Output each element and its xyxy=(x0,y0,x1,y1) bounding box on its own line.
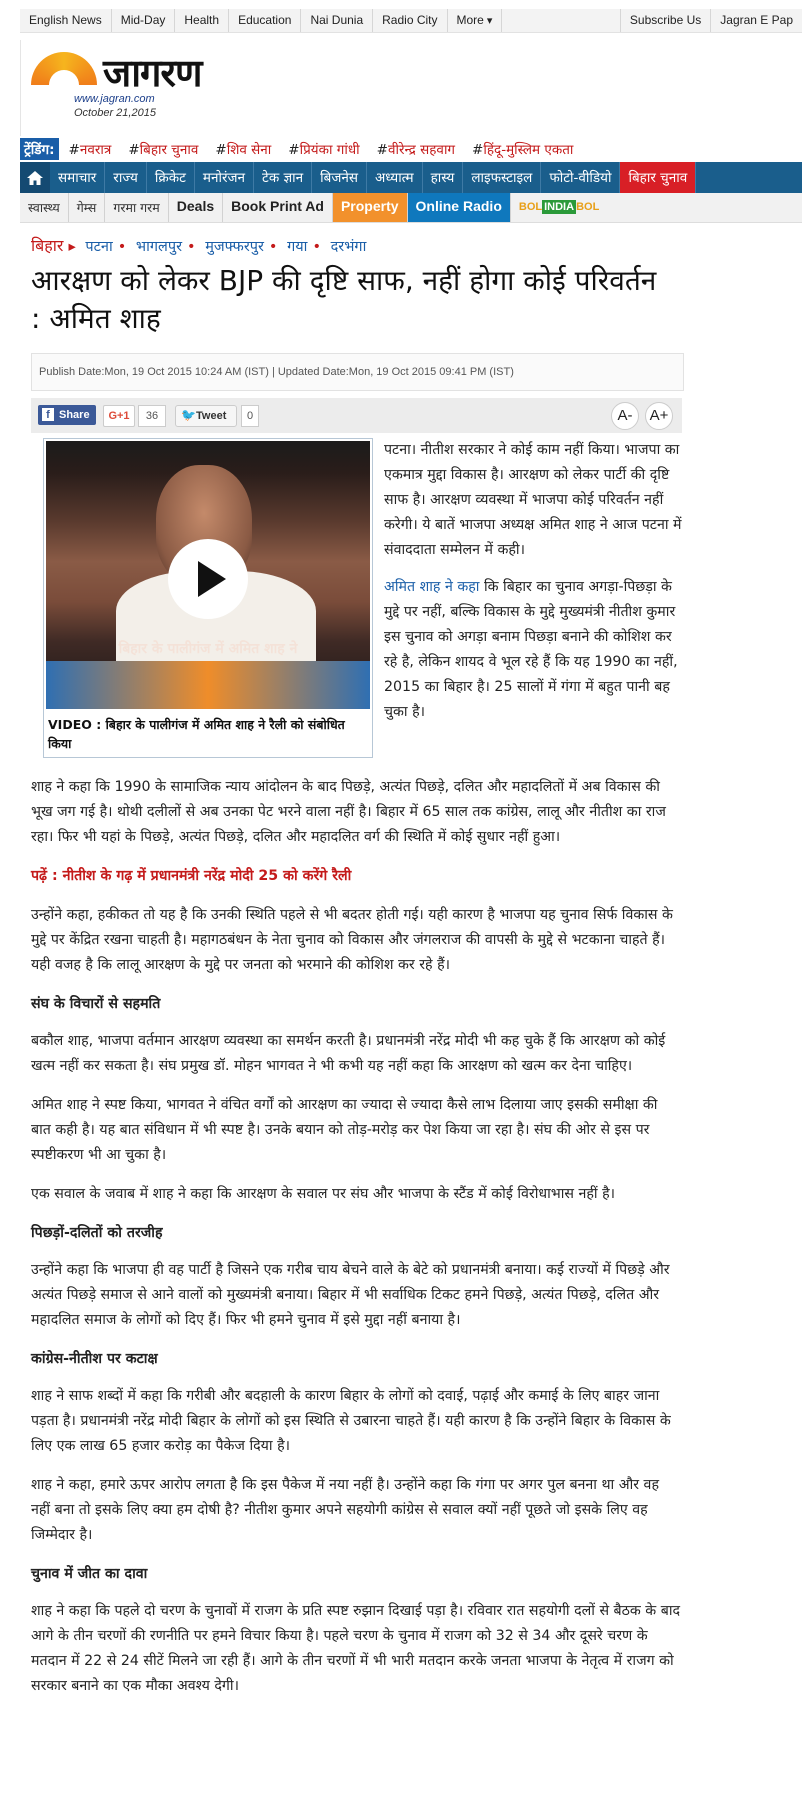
article-intro xyxy=(384,438,684,737)
bullet-icon: • xyxy=(187,239,196,255)
toplink-health[interactable]: Health xyxy=(175,9,229,32)
publish-dates: Publish Date:Mon, 19 Oct 2015 10:24 AM (IST) | Updated Date:Mon, 19 Oct 2015 09:41 PM (IST) xyxy=(39,366,514,378)
nav-item-manoranjan[interactable]: मनोरंजन xyxy=(195,162,254,193)
bol-india-bol-logo[interactable] xyxy=(511,193,607,222)
facebook-icon: f xyxy=(42,408,54,421)
bullet-icon: • xyxy=(117,239,127,255)
tweet-button[interactable] xyxy=(175,405,237,427)
home-icon[interactable] xyxy=(20,162,50,193)
breadcrumb-city[interactable]: गया xyxy=(287,239,308,255)
section-heading: कांग्रेस-नीतीश पर कटाक्ष xyxy=(31,1351,158,1367)
nav-item-business[interactable]: बिजनेस xyxy=(312,162,367,193)
nav-item-adhyatm[interactable]: अध्यात्म xyxy=(367,162,423,193)
twitter-icon: 🐦 xyxy=(181,408,196,422)
top-bar xyxy=(0,0,802,40)
breadcrumb-state[interactable]: बिहार xyxy=(31,236,64,255)
section-heading: चुनाव में जीत का दावा xyxy=(31,1566,148,1582)
publish-meta xyxy=(31,353,684,391)
intro-paragraph-2 xyxy=(384,575,684,725)
trending-item[interactable] xyxy=(377,140,455,158)
jagran-logo-sun-icon[interactable] xyxy=(31,52,97,85)
trending-item-label: हिंदू-मुस्लिम एकता xyxy=(483,142,574,158)
top-links-strip xyxy=(20,9,802,33)
breadcrumb-city[interactable]: भागलपुर xyxy=(135,239,183,255)
read-also-link[interactable]: नीतीश के गढ़ में प्रधानमंत्री नरेंद्र मोदी 25 को करेंगे रैली xyxy=(62,868,352,884)
trending-label: ट्रेंडिंग: xyxy=(20,138,59,160)
video-title[interactable]: VIDEO : बिहार के पालीगंज में अमित शाह ने रैली को संबोधित किया xyxy=(48,717,345,751)
nav-item-tech[interactable]: टेक ज्ञान xyxy=(254,162,312,193)
intro-paragraph-2-text: कि बिहार का चुनाव अगड़ा-पिछड़ा के मुद्दे पर नहीं, बल्कि विकास के मुद्दे मुख्यमंत्री नीतीश कुमार इस चुनाव को अगड़ा बनाम पिछड़ा बनाने की कोशिश कर रहे है, लेकिन शायद वे भूल रहे हैं कि यह 1990 का नहीं, 2015 का बिहार है। 25 सालों में गंगा में बहुत पानी बह चुका है। xyxy=(384,579,678,720)
hash-icon: # xyxy=(376,142,388,158)
tweet-count: 0 xyxy=(241,405,259,427)
nav-item-bihar-chunav[interactable]: बिहार चुनाव xyxy=(620,162,696,193)
bib-part-b: INDIA xyxy=(544,201,575,213)
nav-item-photo-video[interactable]: फोटो-वीडियो xyxy=(541,162,620,193)
subnav-deals[interactable]: Deals xyxy=(169,193,223,222)
intro-paragraph: पटना। नीतीश सरकार ने कोई काम नहीं किया। भाजपा का एकमात्र मुद्दा विकास है। आरक्षण को लेकर पार्टी की दृष्टि साफ है। आरक्षण व्यवस्था में भाजपा कोई परिवर्तन नहीं करेगी। ये बातें भाजपा अध्यक्ष अमित शाह ने आज पटना में संवाददाता सम्मेलन में कही। xyxy=(384,442,682,558)
jagran-logo-text[interactable]: जागरण xyxy=(103,51,202,95)
chevron-right-icon: ▸ xyxy=(68,239,76,255)
trending-item-label: प्रियंका गांधी xyxy=(299,142,360,158)
play-triangle xyxy=(198,561,226,597)
share-bar xyxy=(31,398,682,433)
breadcrumb xyxy=(31,234,366,256)
article-paragraph: उन्होंने कहा, हकीकत तो यह है कि उनकी स्थिति पहले से भी बदतर होती गई। यही कारण है भाजपा यह चुनाव सिर्फ विकास के मुद्दे पर केंद्रित रखना चाहती है। महागठबंधन के नेता चुनाव को विकास और जंगलराज की वापसी के मुद्दे से भटकाना चाहते हैं। यही वजह है कि लालू आरक्षण के मुद्दे पर जनता को भरमाने की कोशिश कर रहे हैं। xyxy=(31,907,673,973)
subnav-property[interactable]: Property xyxy=(333,193,408,222)
video-overlay-caption: बिहार के पालीगंज में अमित शाह ने xyxy=(118,641,298,657)
toplink-english-news[interactable]: English News xyxy=(20,9,112,32)
hash-icon: # xyxy=(68,142,80,158)
subscribe-link[interactable]: Subscribe Us xyxy=(620,9,710,32)
subnav-item-garma[interactable]: गरमा गरम xyxy=(105,193,168,222)
toplink-mid-day[interactable]: Mid-Day xyxy=(112,9,176,32)
logo-url: www.jagran.com xyxy=(74,93,155,105)
breadcrumb-city[interactable]: पटना xyxy=(85,239,113,255)
hash-icon: # xyxy=(128,142,140,158)
bib-part-c: BOL xyxy=(576,201,600,213)
section-heading: पिछड़ों-दलितों को तरजीह xyxy=(31,1225,163,1241)
article-headline: आरक्षण को लेकर BJP की दृष्टि साफ, नहीं होगा कोई परिवर्तन : अमित शाह xyxy=(31,264,657,335)
trending-item-label: नवरात्र xyxy=(79,142,112,158)
nav-item-cricket[interactable]: क्रिकेट xyxy=(147,162,195,193)
top-right-links xyxy=(620,9,802,32)
trending-item[interactable] xyxy=(128,140,198,158)
bib-part-a: BOL xyxy=(518,201,543,213)
hash-icon: # xyxy=(288,142,300,158)
play-icon[interactable] xyxy=(168,539,248,619)
google-plus-count: 36 xyxy=(138,405,166,427)
trending-item-label: बिहार चुनाव xyxy=(139,142,199,158)
facebook-share-button[interactable] xyxy=(38,405,96,425)
read-also xyxy=(31,864,681,889)
breadcrumb-city[interactable]: मुजफ्फरपुर xyxy=(205,239,264,255)
toplink-education[interactable]: Education xyxy=(229,9,301,32)
toplink-radio-city[interactable]: Radio City xyxy=(373,9,447,32)
tweet-label: Tweet xyxy=(196,410,227,422)
article-body xyxy=(31,775,681,1713)
article-paragraph: एक सवाल के जवाब में शाह ने कहा कि आरक्षण के सवाल पर संघ और भाजपा के स्टैंड में कोई विरोधाभास नहीं है। xyxy=(31,1186,616,1202)
video-card[interactable] xyxy=(43,438,373,758)
bullet-icon: • xyxy=(268,239,278,255)
trending-item[interactable] xyxy=(69,140,112,158)
video-thumbnail[interactable] xyxy=(46,441,370,709)
bullet-icon: • xyxy=(312,239,321,255)
article-paragraph: शाह ने कहा, हमारे ऊपर आरोप लगता है कि इस पैकेज में नया नहीं है। उन्होंने कहा कि गंगा पर अगर पुल बनना था और वह नहीं बना तो इसके लिए क्या हम दोषी है? नीतीश कुमार अपने सहयोगी कांग्रेस से सवाल क्यों नहीं पूछते जो इसके लिए वह जिम्मेदार है। xyxy=(31,1477,659,1543)
breadcrumb-city[interactable]: दरभंगा xyxy=(330,239,367,255)
sub-nav xyxy=(20,193,802,223)
font-increase-button[interactable]: A+ xyxy=(645,402,673,430)
subnav-item-games[interactable]: गेम्स xyxy=(69,193,106,222)
article-paragraph: शाह ने कहा कि 1990 के सामाजिक न्याय आंदोलन के बाद पिछड़े, अत्यंत पिछड़े, दलित और महादलितों में अब विकास की भूख जग गई है। थोथी दलीलों से अब उनका पेट भरने वाला नहीं है। बिहार में 65 साल तक कांग्रेस, लालू और नीतीश का राज रहा। फिर भी यहां के पिछड़े, अत्यंत पिछड़े, दलित और महादलित वर्ग की स्थिति में कोई सुधार नहीं हुआ। xyxy=(31,779,666,845)
trending-item[interactable] xyxy=(215,140,271,158)
hash-icon: # xyxy=(215,142,227,158)
trending-item-label: शिव सेना xyxy=(226,142,272,158)
article-paragraph: शाह ने कहा कि पहले दो चरण के चुनावों में राजग के प्रति स्पष्ट रुझान दिखाई पड़ा है। रविवार रात सहयोगी दलों से बैठक के बाद आगे के तीन चरणों की रणनीति पर हमने विचार किया है। पहले चरण के चुनाव में राजग को 32 से 34 और दूसरे चरण के मतदान में 22 से 24 सीटें मिलने जा रही हैं। आगे के तीन चरणों में भी भारी मतदान करके जनता भाजपा के नेतृत्व में राजग को सरकार बनाने का एक मौका अवश्य देगी। xyxy=(31,1603,681,1694)
font-decrease-button[interactable]: A- xyxy=(611,402,639,430)
article-paragraph: शाह ने साफ शब्दों में कहा कि गरीबी और बदहाली के कारण बिहार के लोगों को दवाई, पढ़ाई और कमाई के लिए बाहर जाना पड़ता है। प्रधानमंत्री नरेंद्र मोदी बिहार के लोगों को इस स्थिति से उबारना चाहते हैं। यही कारण है कि उन्होंने बिहार के विकास के लिए एक लाख 65 हजार करोड़ का पैकेज दिया है। xyxy=(31,1388,671,1454)
masthead xyxy=(20,40,802,136)
article-paragraph: अमित शाह ने स्पष्ट किया, भागवत ने वंचित वर्गों को आरक्षण का ज्यादा से ज्यादा कैसे लाभ दिलाया जाए इसकी समीक्षा की बात कही है। यह बात संविधान में भी स्पष्ट है। उनके बयान को तोड़-मरोड़ कर पेश किया जा रहा है। संघ की ओर से इस पर स्पष्टीकरण भी आ चुका है। xyxy=(31,1097,658,1163)
read-also-label: पढ़ें : xyxy=(31,868,63,884)
trending-item[interactable] xyxy=(472,140,573,158)
facebook-share-label: Share xyxy=(59,409,90,421)
stage-banner xyxy=(46,661,370,709)
toplink-nai-dunia[interactable]: Nai Dunia xyxy=(301,9,373,32)
toplink-more-dropdown[interactable]: More ▾ xyxy=(448,9,503,32)
nav-item-lifestyle[interactable]: लाइफस्टाइल xyxy=(463,162,541,193)
nav-item-hasya[interactable]: हास्य xyxy=(423,162,464,193)
subnav-online-radio[interactable]: Online Radio xyxy=(408,193,511,222)
nav-item-rajya[interactable]: राज्य xyxy=(105,162,147,193)
article-paragraph: बकौल शाह, भाजपा वर्तमान आरक्षण व्यवस्था का समर्थन करती है। प्रधानमंत्री नरेंद्र मोदी भी कह चुके हैं कि आरक्षण को कोई खत्म नहीं कर सकता है। संघ प्रमुख डॉ. मोहन भागवत ने भी कभी यह नहीं कहा कि आरक्षण को खत्म कर देना चाहिए। xyxy=(31,1033,666,1074)
epaper-link[interactable]: Jagran E Pap xyxy=(710,9,802,32)
main-nav xyxy=(20,162,802,193)
subnav-item-health[interactable]: स्वास्थ्य xyxy=(20,193,69,222)
hash-icon: # xyxy=(472,142,484,158)
section-heading: संघ के विचारों से सहमति xyxy=(31,996,161,1012)
nav-item-samachar[interactable]: समाचार xyxy=(50,162,105,193)
article-paragraph: उन्होंने कहा कि भाजपा ही वह पार्टी है जिसने एक गरीब चाय बेचने वाले के बेटे को प्रधानमंत्री बनाया। कई राज्यों में पिछड़े और अत्यंत पिछड़े समाज से आने वालों को मुख्यमंत्री बनाया। बिहार में भी सर्वाधिक टिकट हमने पिछड़े, अत्यंत पिछड़े, दलित और महादलित समाज के लोगों को दिए हैं। फिर भी हमने चुनाव में इसे मुद्दा नहीं बनाया है। xyxy=(31,1262,670,1328)
inline-link[interactable]: अमित शाह ने कहा xyxy=(384,579,480,595)
trending-bar xyxy=(20,137,802,161)
trending-item[interactable] xyxy=(288,140,359,158)
trending-item-label: वीरेन्द्र सहवाग xyxy=(387,142,456,158)
subnav-book-print-ad[interactable]: Book Print Ad xyxy=(223,193,333,222)
current-date: October 21,2015 xyxy=(74,107,156,119)
google-plus-button[interactable]: G+1 xyxy=(103,405,135,427)
top-links xyxy=(20,9,502,32)
